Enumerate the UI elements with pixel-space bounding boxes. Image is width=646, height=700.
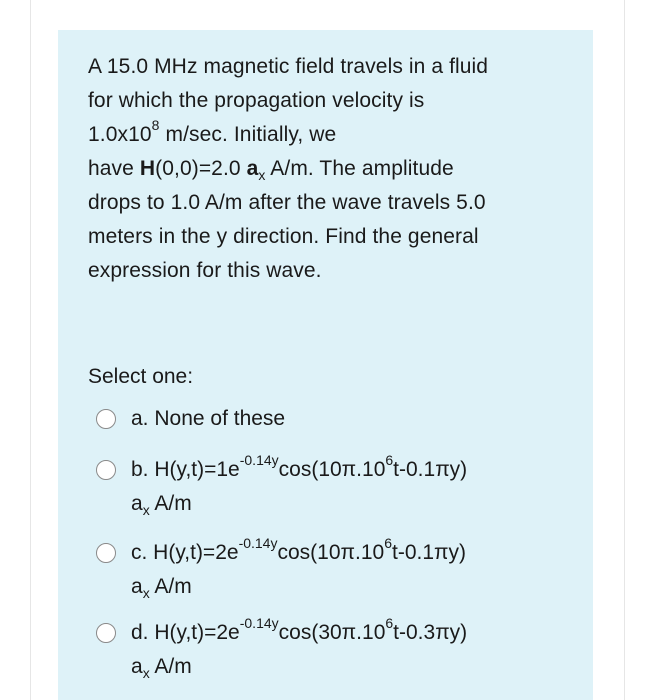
radio-button-d[interactable]	[96, 623, 116, 643]
left-border-line	[30, 0, 31, 700]
question-line-7: expression for this wave.	[88, 259, 322, 282]
question-line-1: A 15.0 MHz magnetic field travels in a fluid	[88, 55, 489, 78]
answer-option-d-label: d. $H(y,t)=2e^{-0.14y}\cos(30\pi.10^6t-0.3\pi y)$ $a_x$ A/m	[131, 615, 468, 682]
answer-option-b-label: b. $H(y,t)=1e^{-0.14y}\cos(10\pi.10^6t-0.1\pi y)$ $a_x$ A/m	[131, 452, 468, 519]
question-line-2: for which the propagation velocity is	[88, 89, 425, 112]
question-line-5: drops to 1.0 A/m after the wave travels 5.0	[88, 191, 486, 214]
answer-option-c-label: c. $H(y,t)=2e^{-0.14y}\cos(10\pi.10^6t-0.1\pi y)$ $a_x$ A/m	[131, 535, 467, 602]
radio-button-b[interactable]	[96, 460, 116, 480]
radio-button-a[interactable]	[96, 409, 116, 429]
radio-button-c[interactable]	[96, 543, 116, 563]
question-text	[88, 50, 568, 288]
question-line-4: have H(0,0)=2.0 $a_x$ A/m. The amplitude	[88, 157, 454, 184]
question-line-6: meters in the y direction. Find the general	[88, 225, 479, 248]
question-line-3: $1.0x10^8$ m/sec. Initially, we	[88, 117, 337, 146]
select-one-label: Select one:	[88, 365, 194, 388]
answer-option-a-label: a. None of these	[131, 407, 286, 430]
right-border-line	[624, 0, 625, 700]
